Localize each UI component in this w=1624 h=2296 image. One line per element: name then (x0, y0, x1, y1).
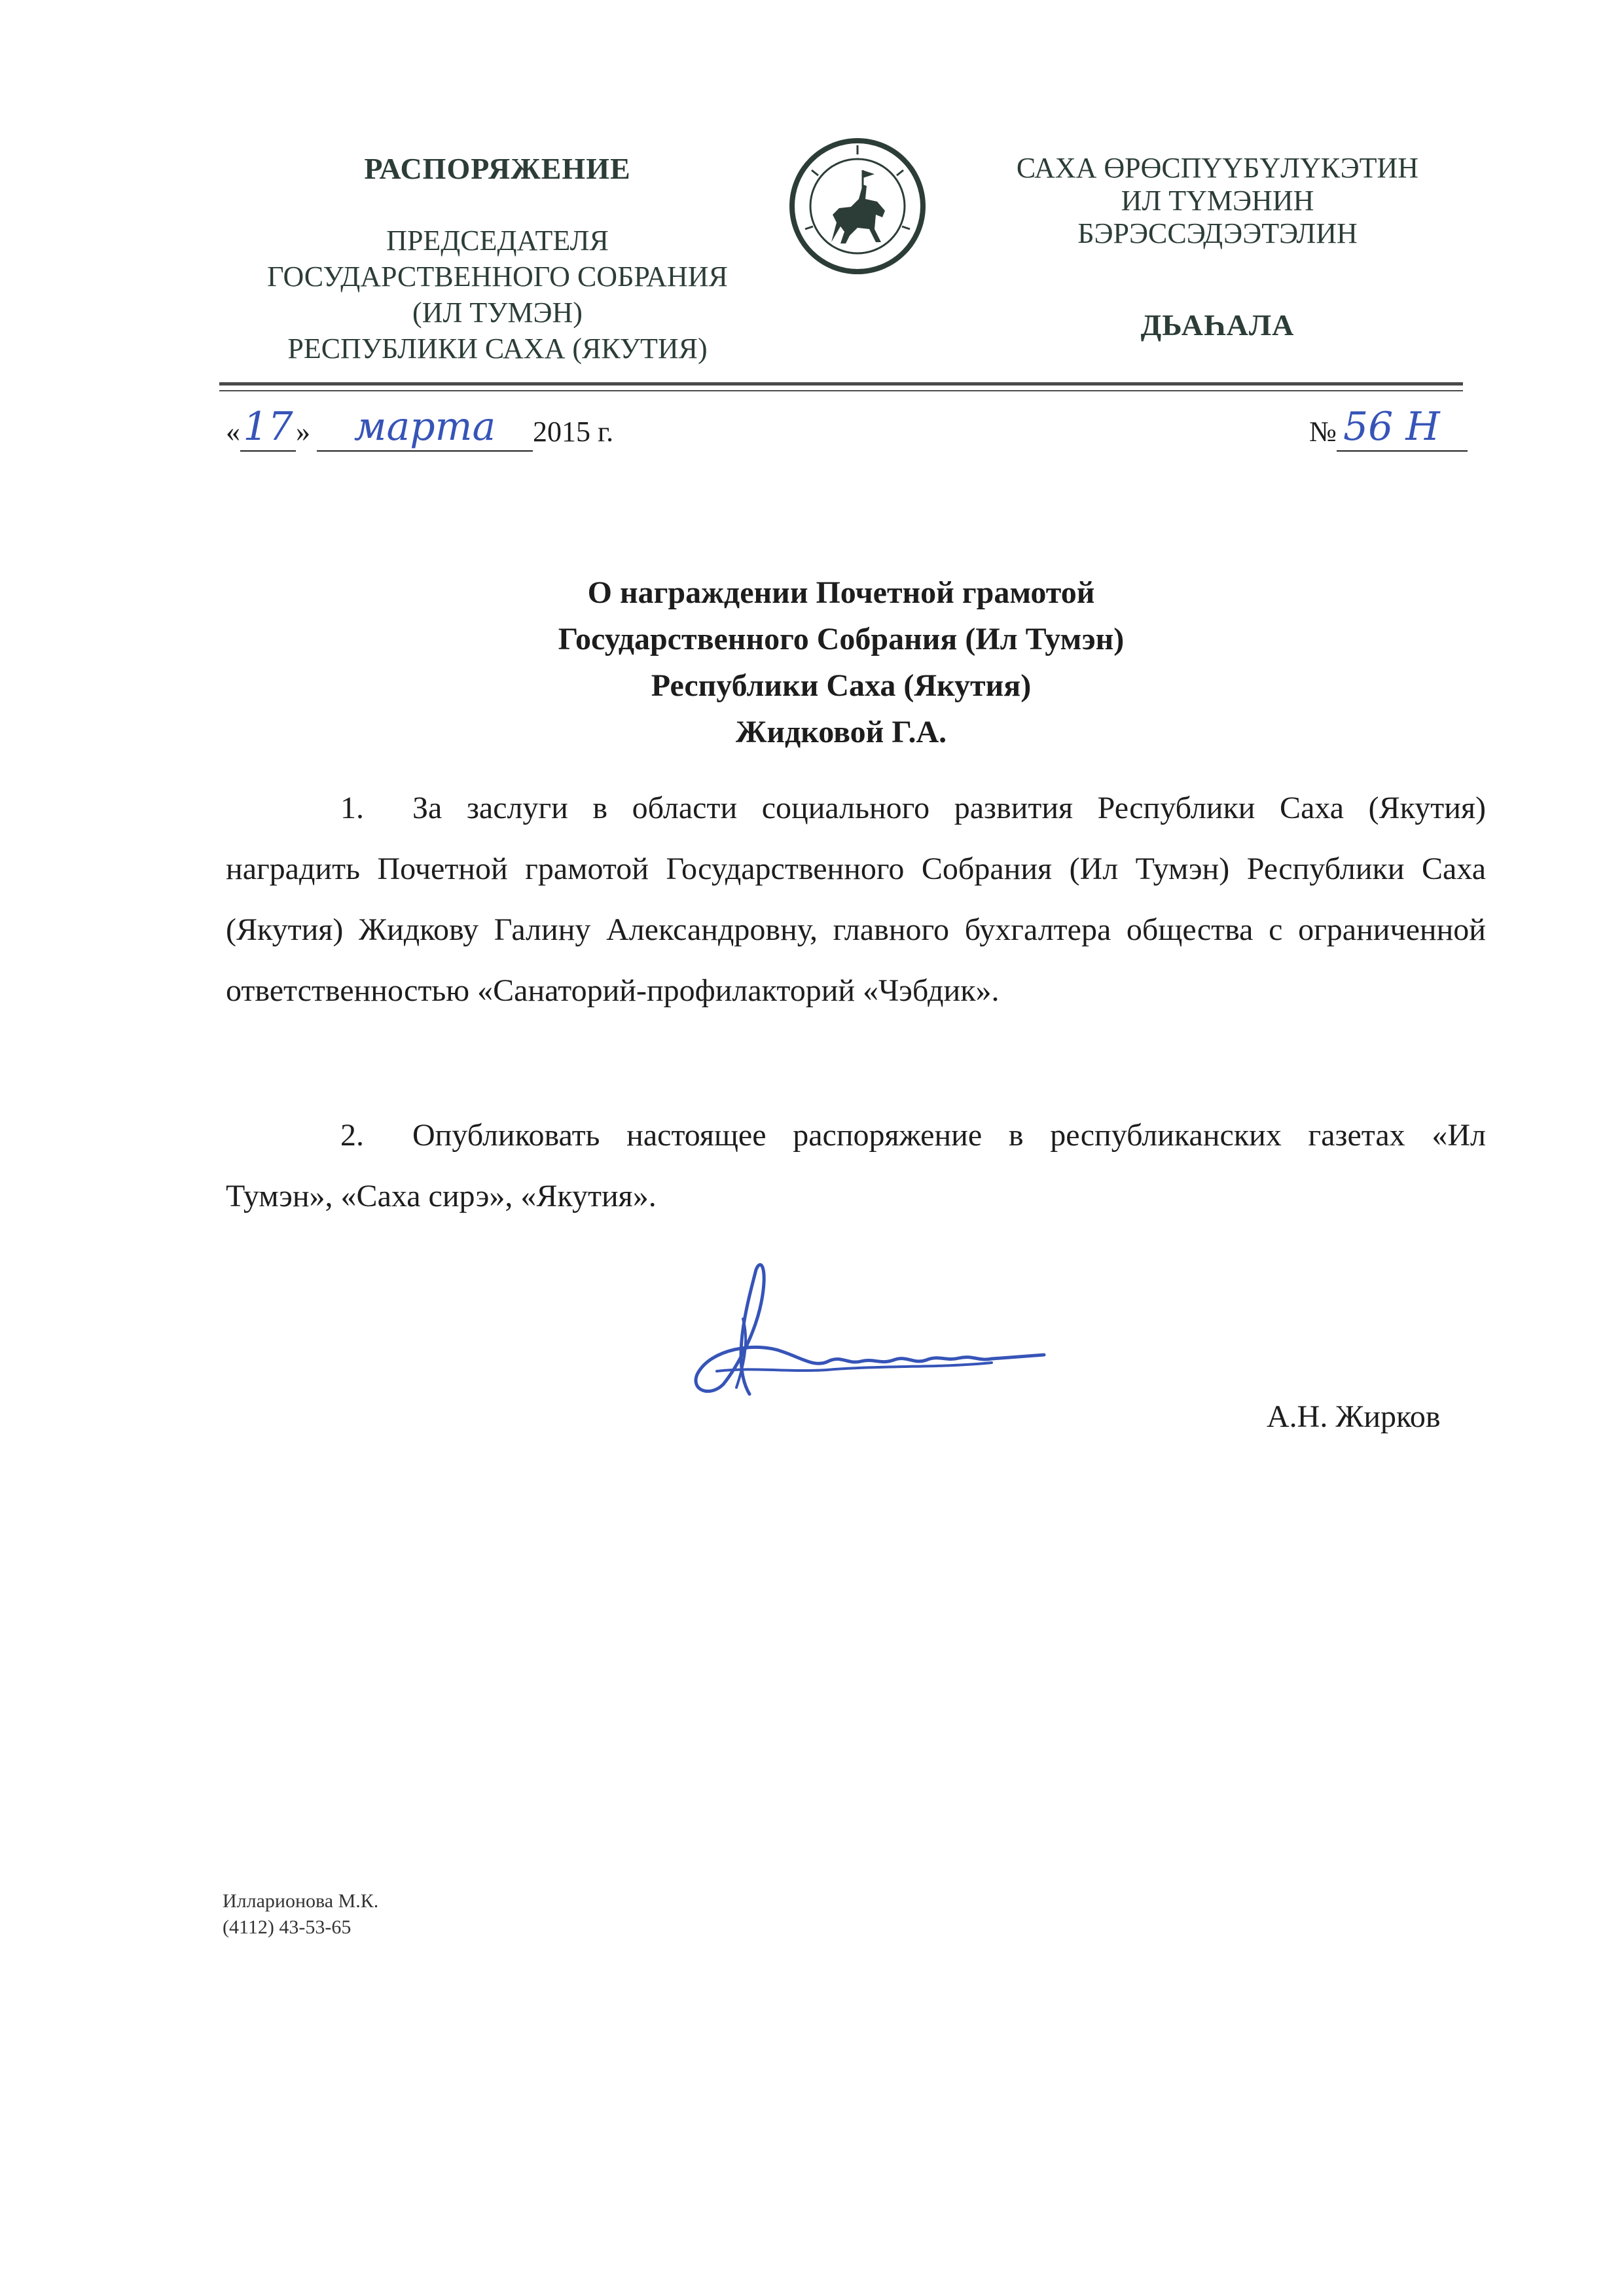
number-field (1337, 404, 1468, 452)
issuer-line-2: ГОСУДАРСТВЕННОГО СОБРАНИЯ (267, 260, 728, 293)
paragraph-1-text: За заслуги в области социального развития Республики Саха (Якутия) наградить Почетной грамотой Государственного Собрания (Ил Тумэн) Республики Саха (Якутия) Жидкову Галину Александровну, главного бухгалтера общества с ограниченной ответственностью «Санаторий-профилакторий «Чэбдик». (226, 791, 1486, 1008)
date-open-quote: « (226, 416, 240, 448)
date-year: 2015 г. (533, 416, 614, 448)
issuer-line-3: (ИЛ ТУМЭН) (412, 296, 583, 329)
date-month-field (317, 404, 533, 452)
paragraph-2-text: Опубликовать настоящее распоряжение в республиканских газетах «Ил Тумэн», «Саха сирэ», «Якутия». (226, 1118, 1486, 1213)
paragraph-1 (226, 778, 1486, 1021)
executor-name: Илларионова М.К. (223, 1890, 379, 1912)
number-prefix: № (1309, 416, 1337, 448)
signer-name: А.Н. Жирков (1267, 1399, 1441, 1434)
document-subject (216, 569, 1466, 755)
document-type-title-yakut: ДЬАҺАЛА (1140, 308, 1295, 342)
subject-line-3: Республики Саха (Якутия) (651, 668, 1032, 703)
date-day-field (240, 404, 296, 452)
document-number (1309, 404, 1468, 452)
document-type-title: РАСПОРЯЖЕНИЕ (364, 152, 631, 185)
subject-line-1: О награждении Почетной грамотой (587, 575, 1095, 610)
header-left-block (216, 151, 779, 367)
document-date (226, 404, 614, 452)
header-right-block (956, 152, 1479, 342)
subject-line-4: Жидковой Г.А. (735, 715, 947, 749)
date-month-value: марта (353, 404, 496, 450)
coat-of-arms-emblem (785, 131, 929, 281)
handwritten-signature (651, 1257, 1057, 1414)
date-close-quote: » (296, 416, 310, 448)
executor-info (223, 1888, 378, 1941)
header-divider-thick (219, 382, 1463, 386)
header-divider-thin (219, 390, 1463, 391)
issuer-line-4: РЕСПУБЛИКИ САХА (ЯКУТИЯ) (287, 332, 708, 365)
date-day-value: 17 (243, 404, 293, 450)
issuer-yakut-line-2: ИЛ ТҮМЭНИН (1121, 185, 1314, 217)
number-value: 56 Н (1343, 404, 1440, 450)
subject-line-2: Государственного Собрания (Ил Тумэн) (558, 622, 1125, 656)
executor-phone: (4112) 43-53-65 (223, 1916, 352, 1938)
issuer-yakut-line-3: БЭРЭССЭДЭЭТЭЛИН (1077, 217, 1358, 249)
paragraph-1-number: 1. (340, 791, 364, 825)
issuer-yakut-line-1: САХА ӨРӨСПҮҮБҮЛҮКЭТИН (1016, 152, 1419, 184)
issuer-line-1: ПРЕДСЕДАТЕЛЯ (386, 224, 609, 257)
paragraph-2 (226, 1105, 1486, 1227)
paragraph-2-number: 2. (340, 1118, 364, 1153)
